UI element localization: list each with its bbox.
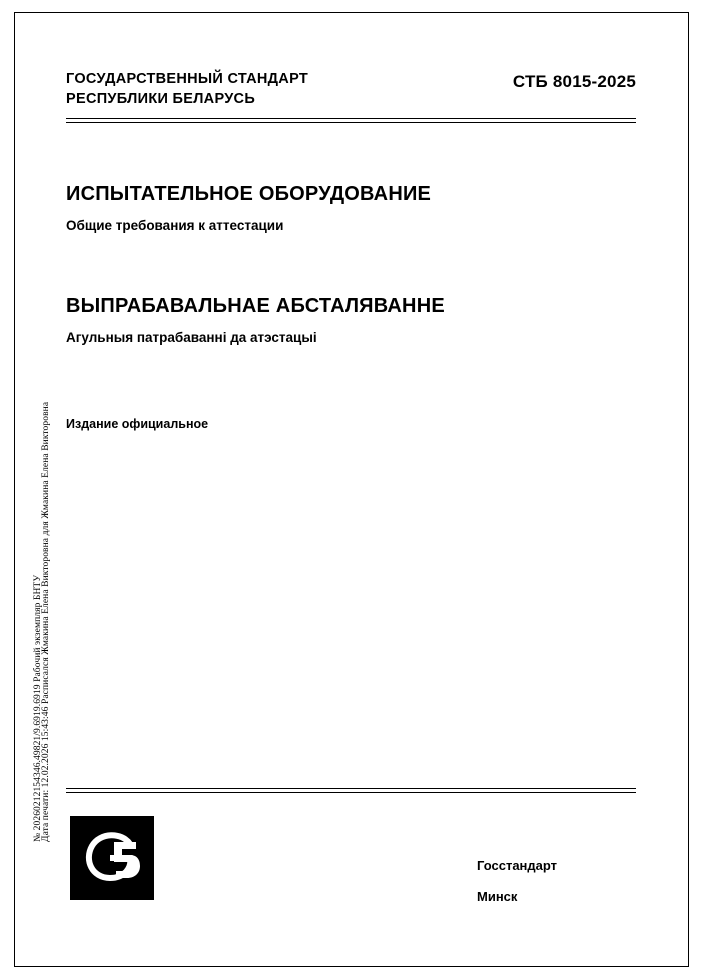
print-stamp <box>32 382 52 842</box>
title-belarusian: ВЫПРАБАВАЛЬНАЕ АБСТАЛЯВАННЕ <box>66 295 445 317</box>
publisher-name: Госстандарт <box>477 858 558 873</box>
subtitle-belarusian: Агульныя патрабаванні да атэстацыі <box>66 330 317 345</box>
title-russian: ИСПЫТАТЕЛЬНОЕ ОБОРУДОВАНИЕ <box>66 183 432 205</box>
footer-divider <box>66 788 636 793</box>
print-stamp-line-2: Дата печати: 12.02.2026 15:43:46 Расписался Жмакина Елена Викторовна для Жмакина Елена Викторовна <box>41 401 51 842</box>
print-stamp-line-1: № 20260212154346.49821/9.6919.6919 Рабочий экземпляр БНТУ <box>33 574 43 842</box>
publisher-city: Минск <box>477 889 518 904</box>
edition-note: Издание официальное <box>66 417 209 431</box>
gosstandart-logo-icon <box>70 816 154 900</box>
title-block <box>66 183 636 431</box>
issuer-line-1: ГОСУДАРСТВЕННЫЙ СТАНДАРТ <box>66 71 309 87</box>
standard-number: СТБ 8015-2025 <box>512 72 636 91</box>
issuer-line-2: РЕСПУБЛИКИ БЕЛАРУСЬ <box>66 90 256 107</box>
header-divider <box>66 118 636 123</box>
document-header <box>66 70 636 109</box>
publisher-block <box>477 858 637 904</box>
issuer-block <box>66 70 308 109</box>
subtitle-russian: Общие требования к аттестации <box>66 218 284 233</box>
